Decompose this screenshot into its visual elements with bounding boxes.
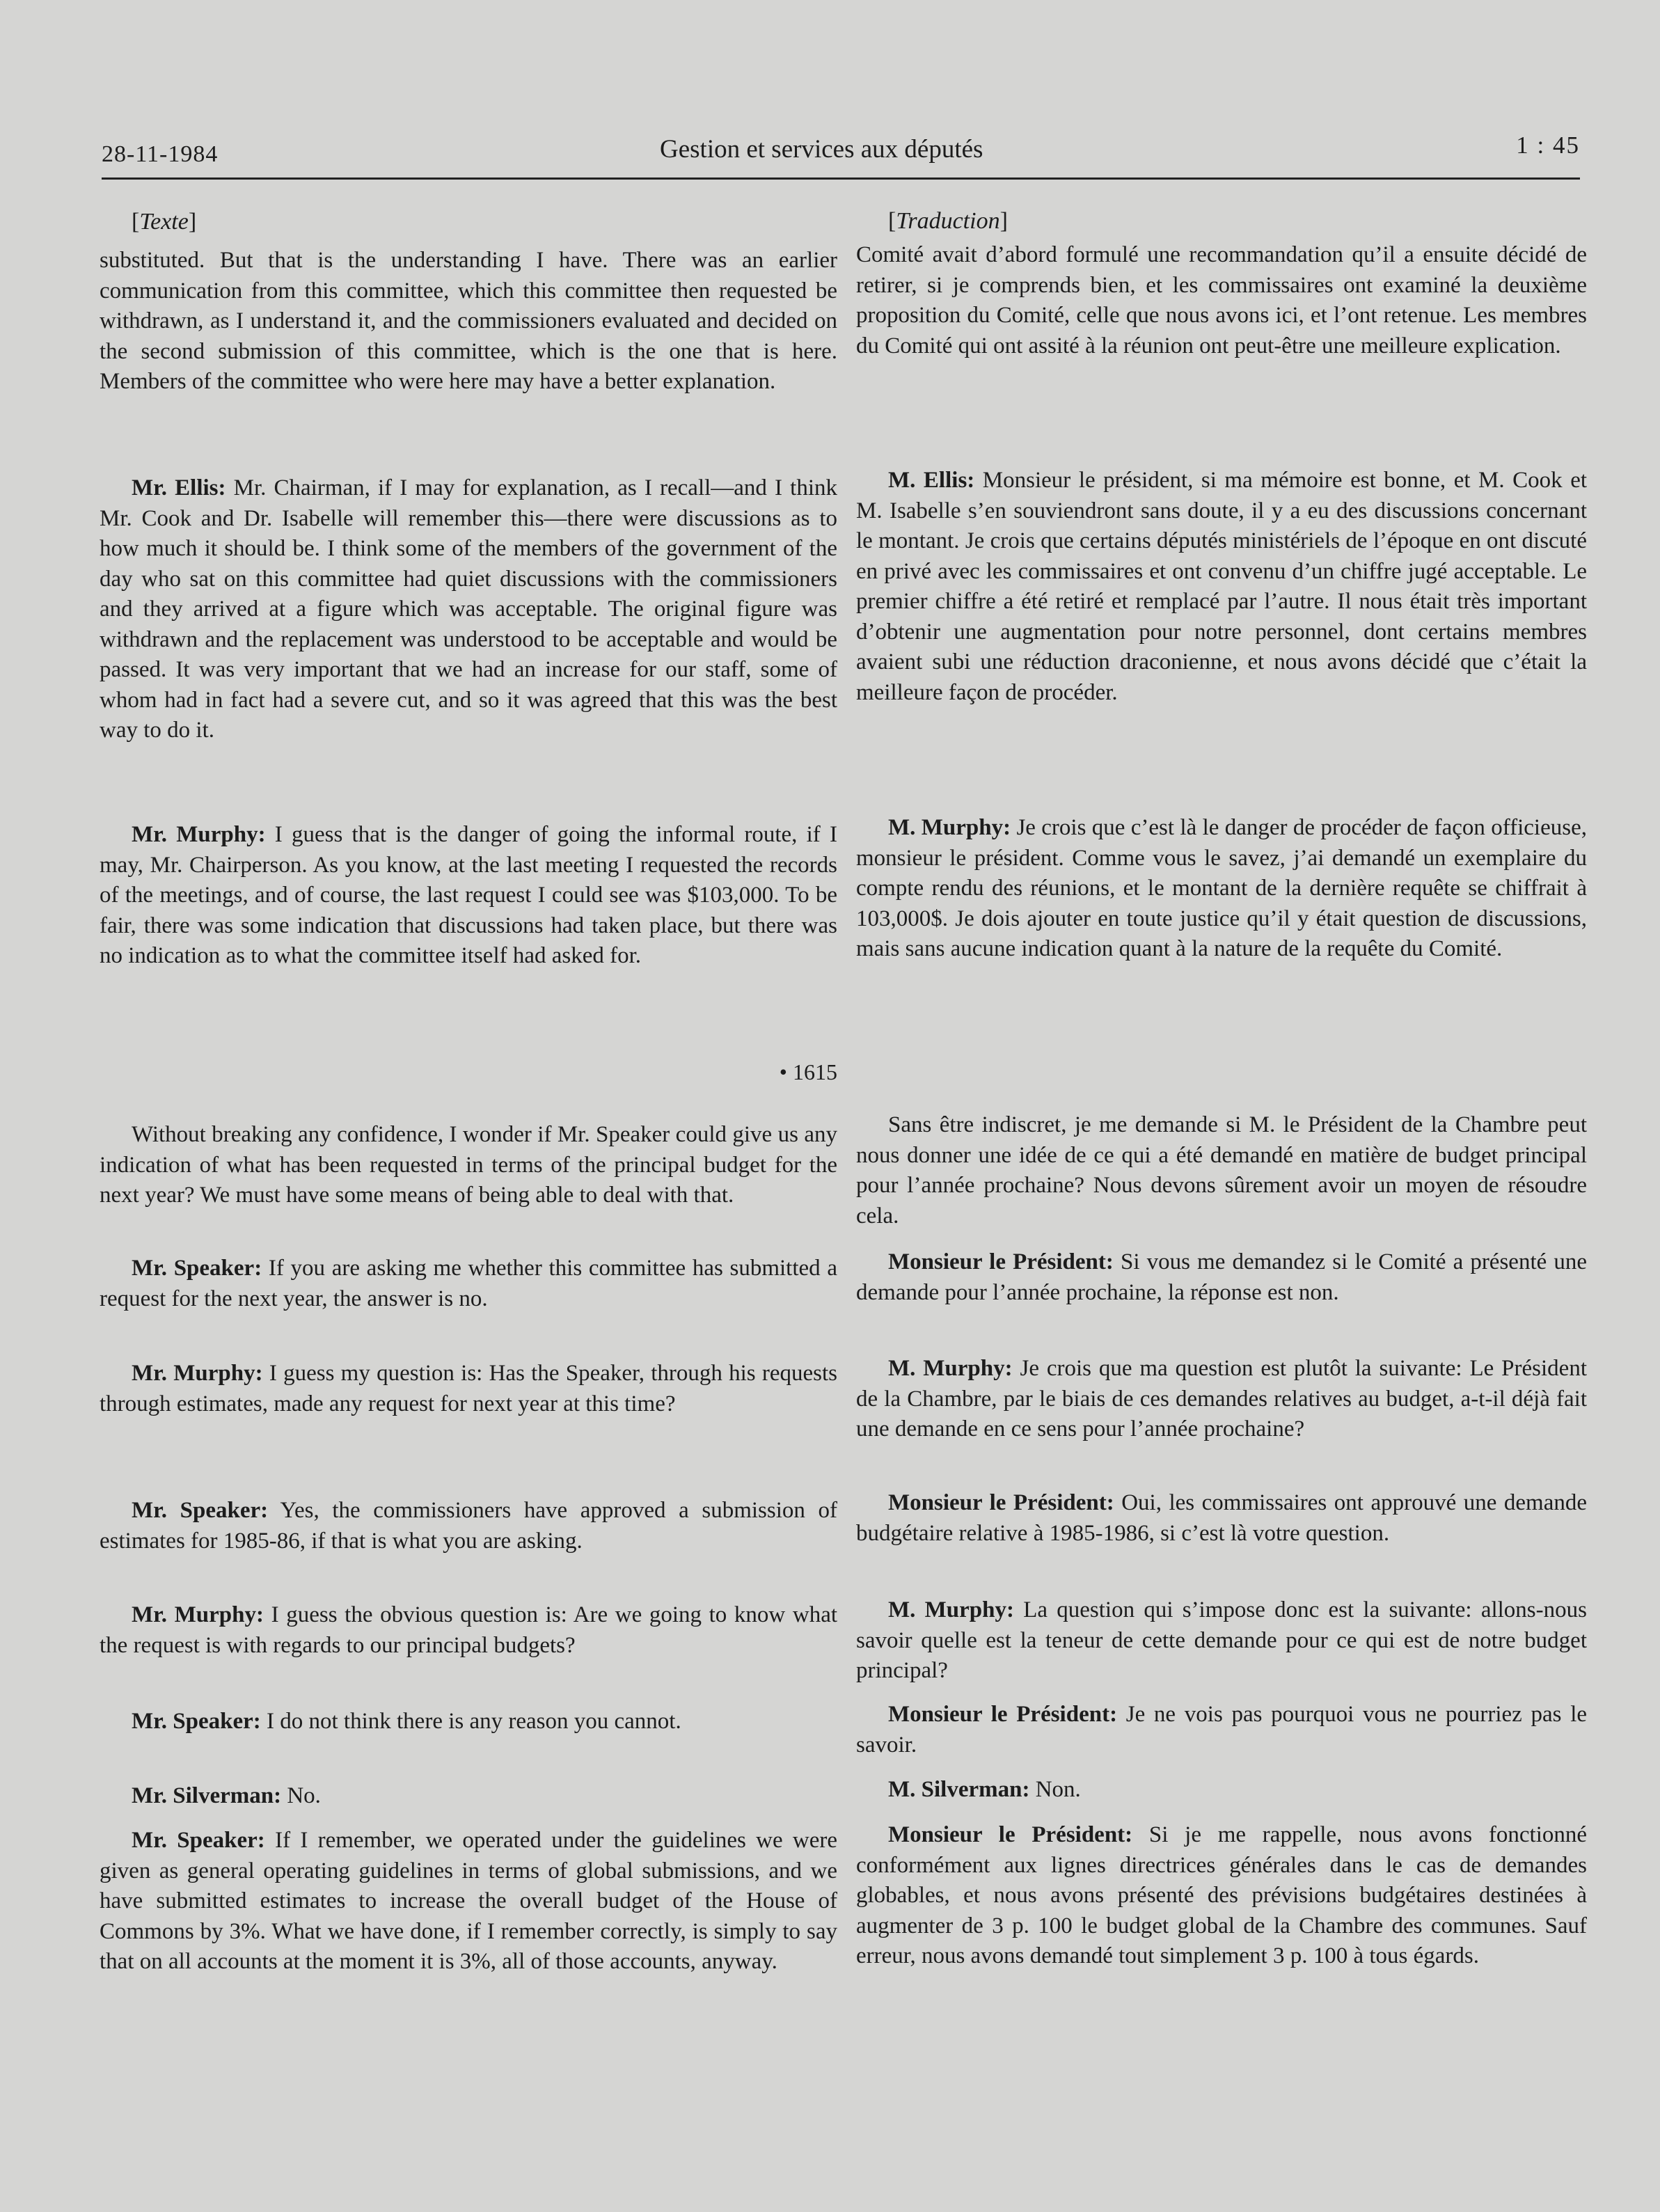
speaker-name: Mr. Speaker:	[132, 1256, 262, 1281]
left-paragraph-2: Mr. Ellis: Mr. Chairman, if I may for explanation, as I recall—and I think Mr. Cook and Dr. Isabelle will remember this—there were discussions as to how much it should be. I think some of the members of the government of the day who sat on this committee had quiet discussions with the commissioners and they arrived at a figure which was acceptable. The original figure was withdrawn and the replacement was understood to be acceptable and would be passed. It was very important that we had an increase for our staff, some of whom had in fact had a severe cut, and so it was agreed that this was the best way to do it.	[100, 475, 837, 743]
speaker-name: Mr. Murphy:	[132, 1602, 264, 1627]
speaker-name: M. Ellis:	[888, 468, 975, 493]
left-column-tag: [Texte]	[132, 209, 197, 235]
speaker-name: Monsieur le Président:	[888, 1822, 1133, 1847]
right-paragraph-2: M. Ellis: Monsieur le président, si ma mémoire est bonne, et M. Cook et M. Isabelle s’en souviendront sans doute, il y a eu des discussions concernant le montant. Je crois que certains députés ministériels de l’époque en ont discuté en privé avec les commissaires et ont convenu d’un chiffre jugé acceptable. Le premier chiffre a été retiré et remplacé par l’autre. Il nous était très important d’obtenir une augmentation pour notre personnel, dont certains membres avaient subi une réduction draconienne, et nous avons décidé que c’était la meilleure façon de procéder.	[856, 468, 1588, 705]
left-paragraph-11: Mr. Speaker: If I remember, we operated under the guidelines we were given as general operating guidelines in terms of global submissions, and we have submitted estimates to increase the overall budget of the House of Commons by 3%. What we have done, if I remember correctly, is simply to say that on all accounts at the moment it is 3%, all of those accounts, anyway.	[100, 1828, 837, 1974]
left-paragraph-7: Mr. Speaker: Yes, the commissioners have approved a submission of estimates for 1985-86, if that is what you are asking.	[100, 1498, 837, 1554]
header-page-number: 1 : 45	[1516, 132, 1580, 159]
left-paragraph-5: Mr. Speaker: If you are asking me whether this committee has submitted a request for the next year, the answer is no.	[100, 1256, 837, 1311]
speaker-name: Monsieur le Président:	[888, 1702, 1118, 1727]
time-marker: • 1615	[779, 1059, 837, 1084]
header-date: 28-11-1984	[102, 141, 219, 167]
left-paragraph-9: Mr. Speaker: I do not think there is any reason you cannot.	[132, 1709, 681, 1734]
right-paragraph-7: Monsieur le Président: Oui, les commissaires ont approuvé une demande budgétaire relative à 1985-1986, si c’est là votre question.	[856, 1490, 1588, 1546]
right-paragraph-9: Monsieur le Président: Je ne vois pas pourquoi vous ne pourriez pas le savoir.	[856, 1702, 1588, 1757]
speaker-name: Monsieur le Président:	[888, 1490, 1114, 1515]
right-paragraph-6: M. Murphy: Je crois que ma question est plutôt la suivante: Le Président de la Chambre, par le biais de ces demandes relatives au budget, a-t-il déjà fait une demande en ce sens pour l’année prochaine?	[856, 1356, 1587, 1441]
speaker-name: M. Silverman:	[888, 1777, 1030, 1802]
speaker-name: M. Murphy:	[888, 815, 1011, 840]
right-column-tag: [Traduction]	[888, 208, 1008, 234]
left-paragraph-6: Mr. Murphy: I guess my question is: Has the Speaker, through his requests through estimates, made any request for next year at this time?	[100, 1361, 837, 1416]
speaker-name: Mr. Murphy:	[132, 822, 266, 847]
speaker-name: Mr. Murphy:	[132, 1361, 263, 1386]
header-title: Gestion et services aux députés	[660, 135, 983, 164]
right-paragraph-8: M. Murphy: La question qui s’impose donc est la suivante: allons-nous savoir quelle est la teneur de cette demande pour ce qui est de notre budget principal?	[856, 1597, 1587, 1683]
right-paragraph-3: M. Murphy: Je crois que c’est là le danger de procéder de façon officieuse, monsieur le président. Comme vous le savez, j’ai demandé un exemplaire du compte rendu des réunions, et le montant de la dernière requête se chiffrait à 103,000$. Je dois ajouter en toute justice qu’il y était question de discussions, mais sans aucune indication quant à la nature de la requête du Comité.	[856, 815, 1587, 961]
speaker-name: Mr. Speaker:	[132, 1709, 261, 1734]
right-paragraph-11: Monsieur le Président: Si je me rappelle, nous avons fonctionné conformément aux lignes directrices générales dans le cas de demandes globables, et nous avons présenté des prévisions budgétaires destinées à augmenter de 3 p. 100 le budget global de la Chambre des communes. Sauf erreur, nous avons demandé tout simplement 3 p. 100 à tous égards.	[856, 1822, 1588, 1968]
left-paragraph-8: Mr. Murphy: I guess the obvious question is: Are we going to know what the request is with regards to our principal budgets?	[100, 1602, 838, 1658]
right-paragraph-10: M. Silverman: Non.	[888, 1777, 1081, 1802]
left-paragraph-1: substituted. But that is the understanding I have. There was an earlier communication from this committee, which this committee then requested be withdrawn, as I understand it, and the commissioners evaluated and decided on the second submission of this committee, which is the one that is here. Members of the committee who were here may have a better explanation.	[100, 248, 837, 394]
right-paragraph-1: Comité avait d’abord formulé une recommandation qu’il a ensuite décidé de retirer, si je comprends bien, et les commissaires ont examiné la deuxième proposition du Comité, celle que nous avons ici, et l’ont retenue. Les membres du Comité qui ont assité à la réunion ont peut-être une meilleure explication.	[856, 242, 1587, 358]
right-paragraph-4: Sans être indiscret, je me demande si M. le Président de la Chambre peut nous donner une idée de ce qui a été demandé en matière de budget principal pour l’année prochaine? Nous devons sûrement avoir un moyen de résoudre cela.	[856, 1112, 1587, 1229]
speaker-name: Mr. Speaker:	[132, 1498, 269, 1523]
right-paragraph-5: Monsieur le Président: Si vous me demandez si le Comité a présenté une demande pour l’année prochaine, la réponse est non.	[856, 1249, 1587, 1305]
speaker-name: Monsieur le Président:	[888, 1249, 1114, 1274]
speaker-name: M. Murphy:	[888, 1356, 1013, 1381]
left-paragraph-3: Mr. Murphy: I guess that is the danger of going the informal route, if I may, Mr. Chairperson. As you know, at the last meeting I requested the records of the meetings, and of course, the last request I could see was $103,000. To be fair, there was some indication that discussions had taken place, but there was no indication as to what the committee itself had asked for.	[100, 822, 837, 968]
speaker-name: M. Murphy:	[888, 1597, 1014, 1622]
left-paragraph-10: Mr. Silverman: No.	[132, 1783, 321, 1808]
speaker-name: Mr. Speaker:	[132, 1828, 265, 1853]
page-header	[102, 127, 1580, 180]
speaker-name: Mr. Silverman:	[132, 1783, 282, 1808]
left-paragraph-4: Without breaking any confidence, I wonder if Mr. Speaker could give us any indication of what has been requested in terms of the principal budget for the next year? We must have some means of being able to deal with that.	[100, 1122, 837, 1208]
speaker-name: Mr. Ellis:	[132, 475, 226, 500]
